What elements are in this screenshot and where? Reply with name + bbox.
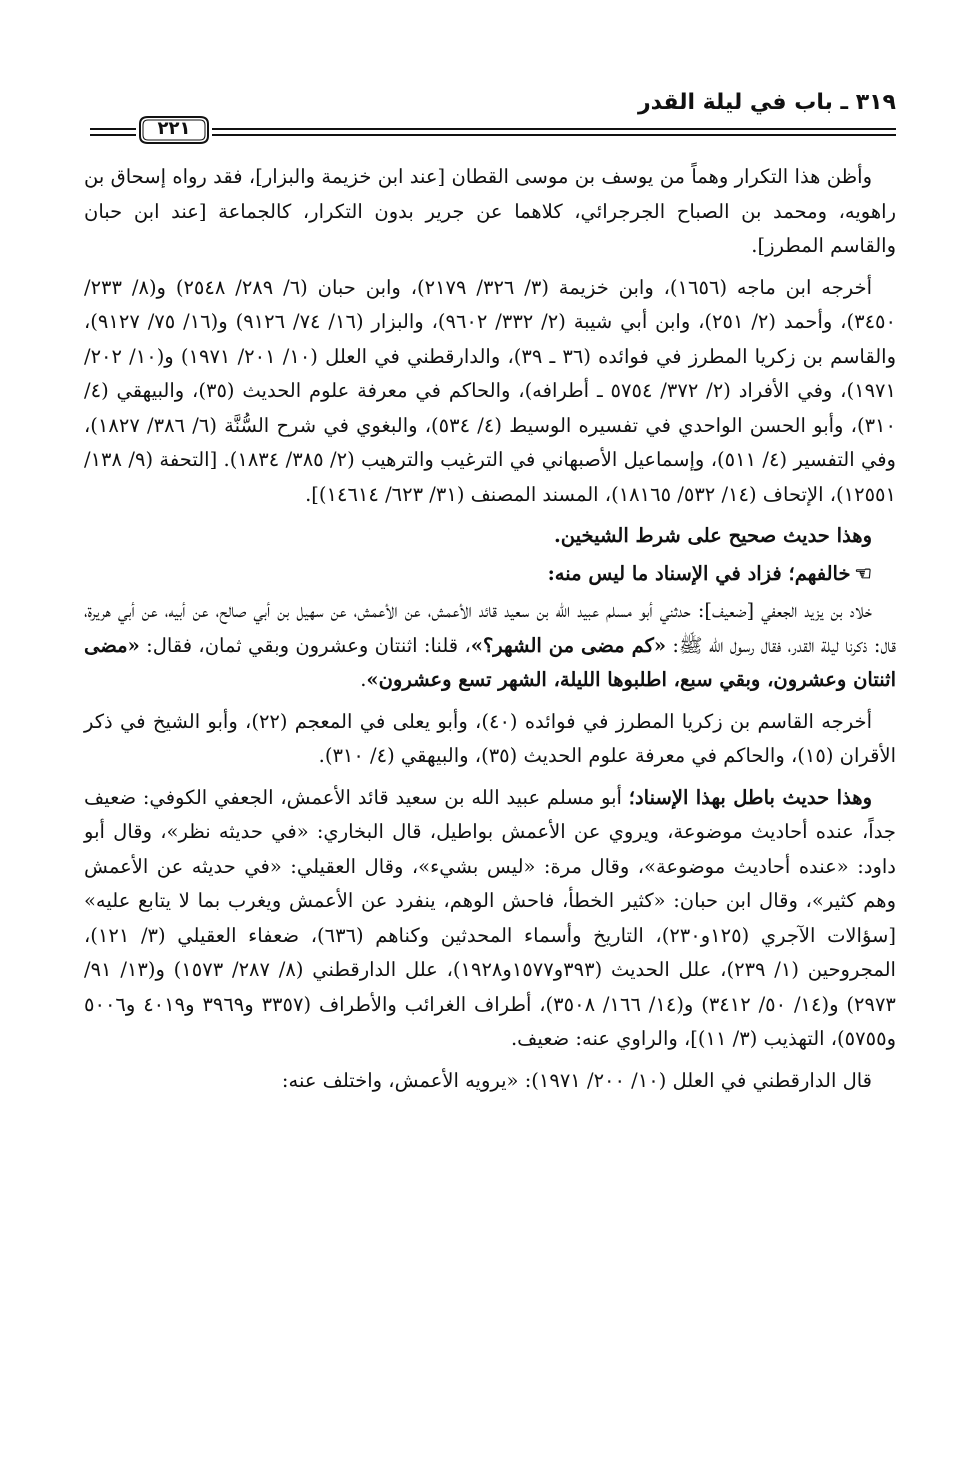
paragraph-1: وأظن هذا التكرار وهماً من يوسف بن موسى القطان [عند ابن خزيمة والبزار]، فقد رواه إسحاق بن راهويه، ومحمد بن الصباح الجرجرائي، كلاهما عن جرير بدون التكرار، كالجماعة [عند ابن حبان والقاسم المطرز]. xyxy=(84,165,896,257)
header-rule xyxy=(90,128,136,130)
page-body xyxy=(84,160,896,1105)
narration-text: خلاد بن يزيد الجعفي [ضعيف]: حدثني أبو مسلم عبيد الله بن سعيد قائد الأعمش، عن الأعمش، عن سهيل بن أبي صالح، عن أبيه، عن أبي هريرة، قال: ذكرنا ليلة القدر، فقال رسول الله ﷺ: xyxy=(84,599,896,657)
pointing-hand-icon: ☜ xyxy=(854,561,872,585)
bullet-paragraph xyxy=(84,557,896,592)
page-number: ٢٢١ xyxy=(157,118,191,139)
header-rule xyxy=(212,128,896,130)
narration-text: ، قلنا: اثنتان وعشرون وبقي ثمان، فقال: xyxy=(139,633,471,657)
ruling-statement: وهذا حديث باطل بهذا الإسناد؛ xyxy=(628,785,872,809)
header-rule xyxy=(212,134,896,136)
header-rule xyxy=(90,134,136,136)
page-number-badge xyxy=(138,114,210,146)
paragraph-7 xyxy=(84,781,896,1057)
paragraph-6: أخرجه القاسم بن زكريا المطرز في فوائده (٤٠)، وأبو يعلى في المعجم (٢٢)، وأبو الشيخ في ذكر الأقران (١٥)، والحاكم في معرفة علوم الحديث (٣٥)، والبيهقي (٤/ ٣١٠). xyxy=(84,709,896,767)
paragraph-2: أخرجه ابن ماجه (١٦٥٦)، وابن خزيمة (٣/ ٣٢٦/ ٢١٧٩)، وابن حبان (٦/ ٢٨٩/ ٢٥٤٨) و(٨/ ٢٣٣/ ٣٤٥٠)، وأحمد (٢/ ٢٥١)، وابن أبي شيبة (٢/ ٣٣٢/ ٩٦٠٢)، والبزار (١٦/ ٧٤/ ٩١٢٦) و(١٦/ ٧٥/ ٩١٢٧)، والقاسم بن زكريا المطرز في فوائده (٣٦ ـ ٣٩)، والدارقطني في العلل (١٠/ ٢٠١/ ١٩٧١) و(١٠/ ٢٠٢/ ١٩٧١)، وفي الأفراد (٢/ ٣٧٢/ ٥٧٥٤ ـ أطرافه)، والحاكم في معرفة علوم الحديث (٣٥)، والبيهقي (٤/ ٣١٠)، وأبو الحسن الواحدي في تفسيره الوسيط (٤/ ٥٣٤)، والبغوي في شرح السُّنَّة (٦/ ٣٨٦/ ١٨٢٧)، وفي التفسير (٤/ ٥١١)، وإسماعيل الأصبهاني في الترغيب والترهيب (٢/ ٣٨٥/ ١٨٣٤). [التحفة (٩/ ١٣٨/ ١٢٥٥١)، الإتحاف (١٤/ ٥٣٢/ ١٨١٦٥)، المسند المصنف (٣١/ ٦٢٣/ ١٤٦١٤)]. xyxy=(84,275,896,506)
ruling-statement: وهذا حديث صحيح على شرط الشيخين. xyxy=(554,524,872,547)
hadith-quote: «كم مضى من الشهر؟» xyxy=(470,633,667,657)
page-header xyxy=(84,88,896,139)
paragraph-5 xyxy=(84,594,896,698)
narrator-criticism: أبو مسلم عبيد الله بن سعيد قائد الأعمش، الجعفي الكوفي: ضعيف جداً، عنده أحاديث موضوعة، ويروي عن الأعمش بواطيل، قال البخاري: «في حديثه نظر»، وقال أبو داود: «عنده أحاديث موضوعة»، وقال مرة: «ليس بشيء»، وقال العقيلي: «في حديثه عن الأعمش وهم كثير»، وقال ابن حبان: «كثير الخطأ، فاحش الوهم، ينفرد عن الأعمش ويغرب بما لا يتابع عليه» [سؤالات الآجري (١٢٥و٢٣٠)، التاريخ وأسماء المحدثين وكناهم (٦٣٦)، ضعفاء العقيلي (٣/ ١٢١)، المجروحين (١/ ٢٣٩)، علل الحديث (٣٩٣و١٥٧٧و١٩٢٨)، علل الدارقطني (٨/ ٢٨٧/ ١٥٧٣) و(١٣/ ٩١/ ٢٩٧٣) و(١٤/ ٥٠/ ٣٤١٢) و(١٤/ ١٦٦/ ٣٥٠٨)، أطراف الغرائب والأطراف (٣٣٥٧ و٣٩٦٩ و٤٠١٩ و٥٠٠٦ و٥٧٥٥)، التهذيب (٣/ ١١)]، والراوي عنه: ضعيف. xyxy=(84,785,896,1050)
narration-text: . xyxy=(360,668,367,691)
paragraph-8: قال الدارقطني في العلل (١٠/ ٢٠٠/ ١٩٧١): «يرويه الأعمش، واختلف عنه: xyxy=(281,1068,872,1092)
bullet-text: خالفهم؛ فزاد في الإسناد ما ليس منه: xyxy=(547,561,851,585)
hadith-quote: «مضى اثنتان وعشرون، وبقي سبع، اطلبوها الليلة، الشهر تسع وعشرون» xyxy=(84,633,896,691)
chapter-title: ٣١٩ ـ باب في ليلة القدر xyxy=(638,90,896,115)
